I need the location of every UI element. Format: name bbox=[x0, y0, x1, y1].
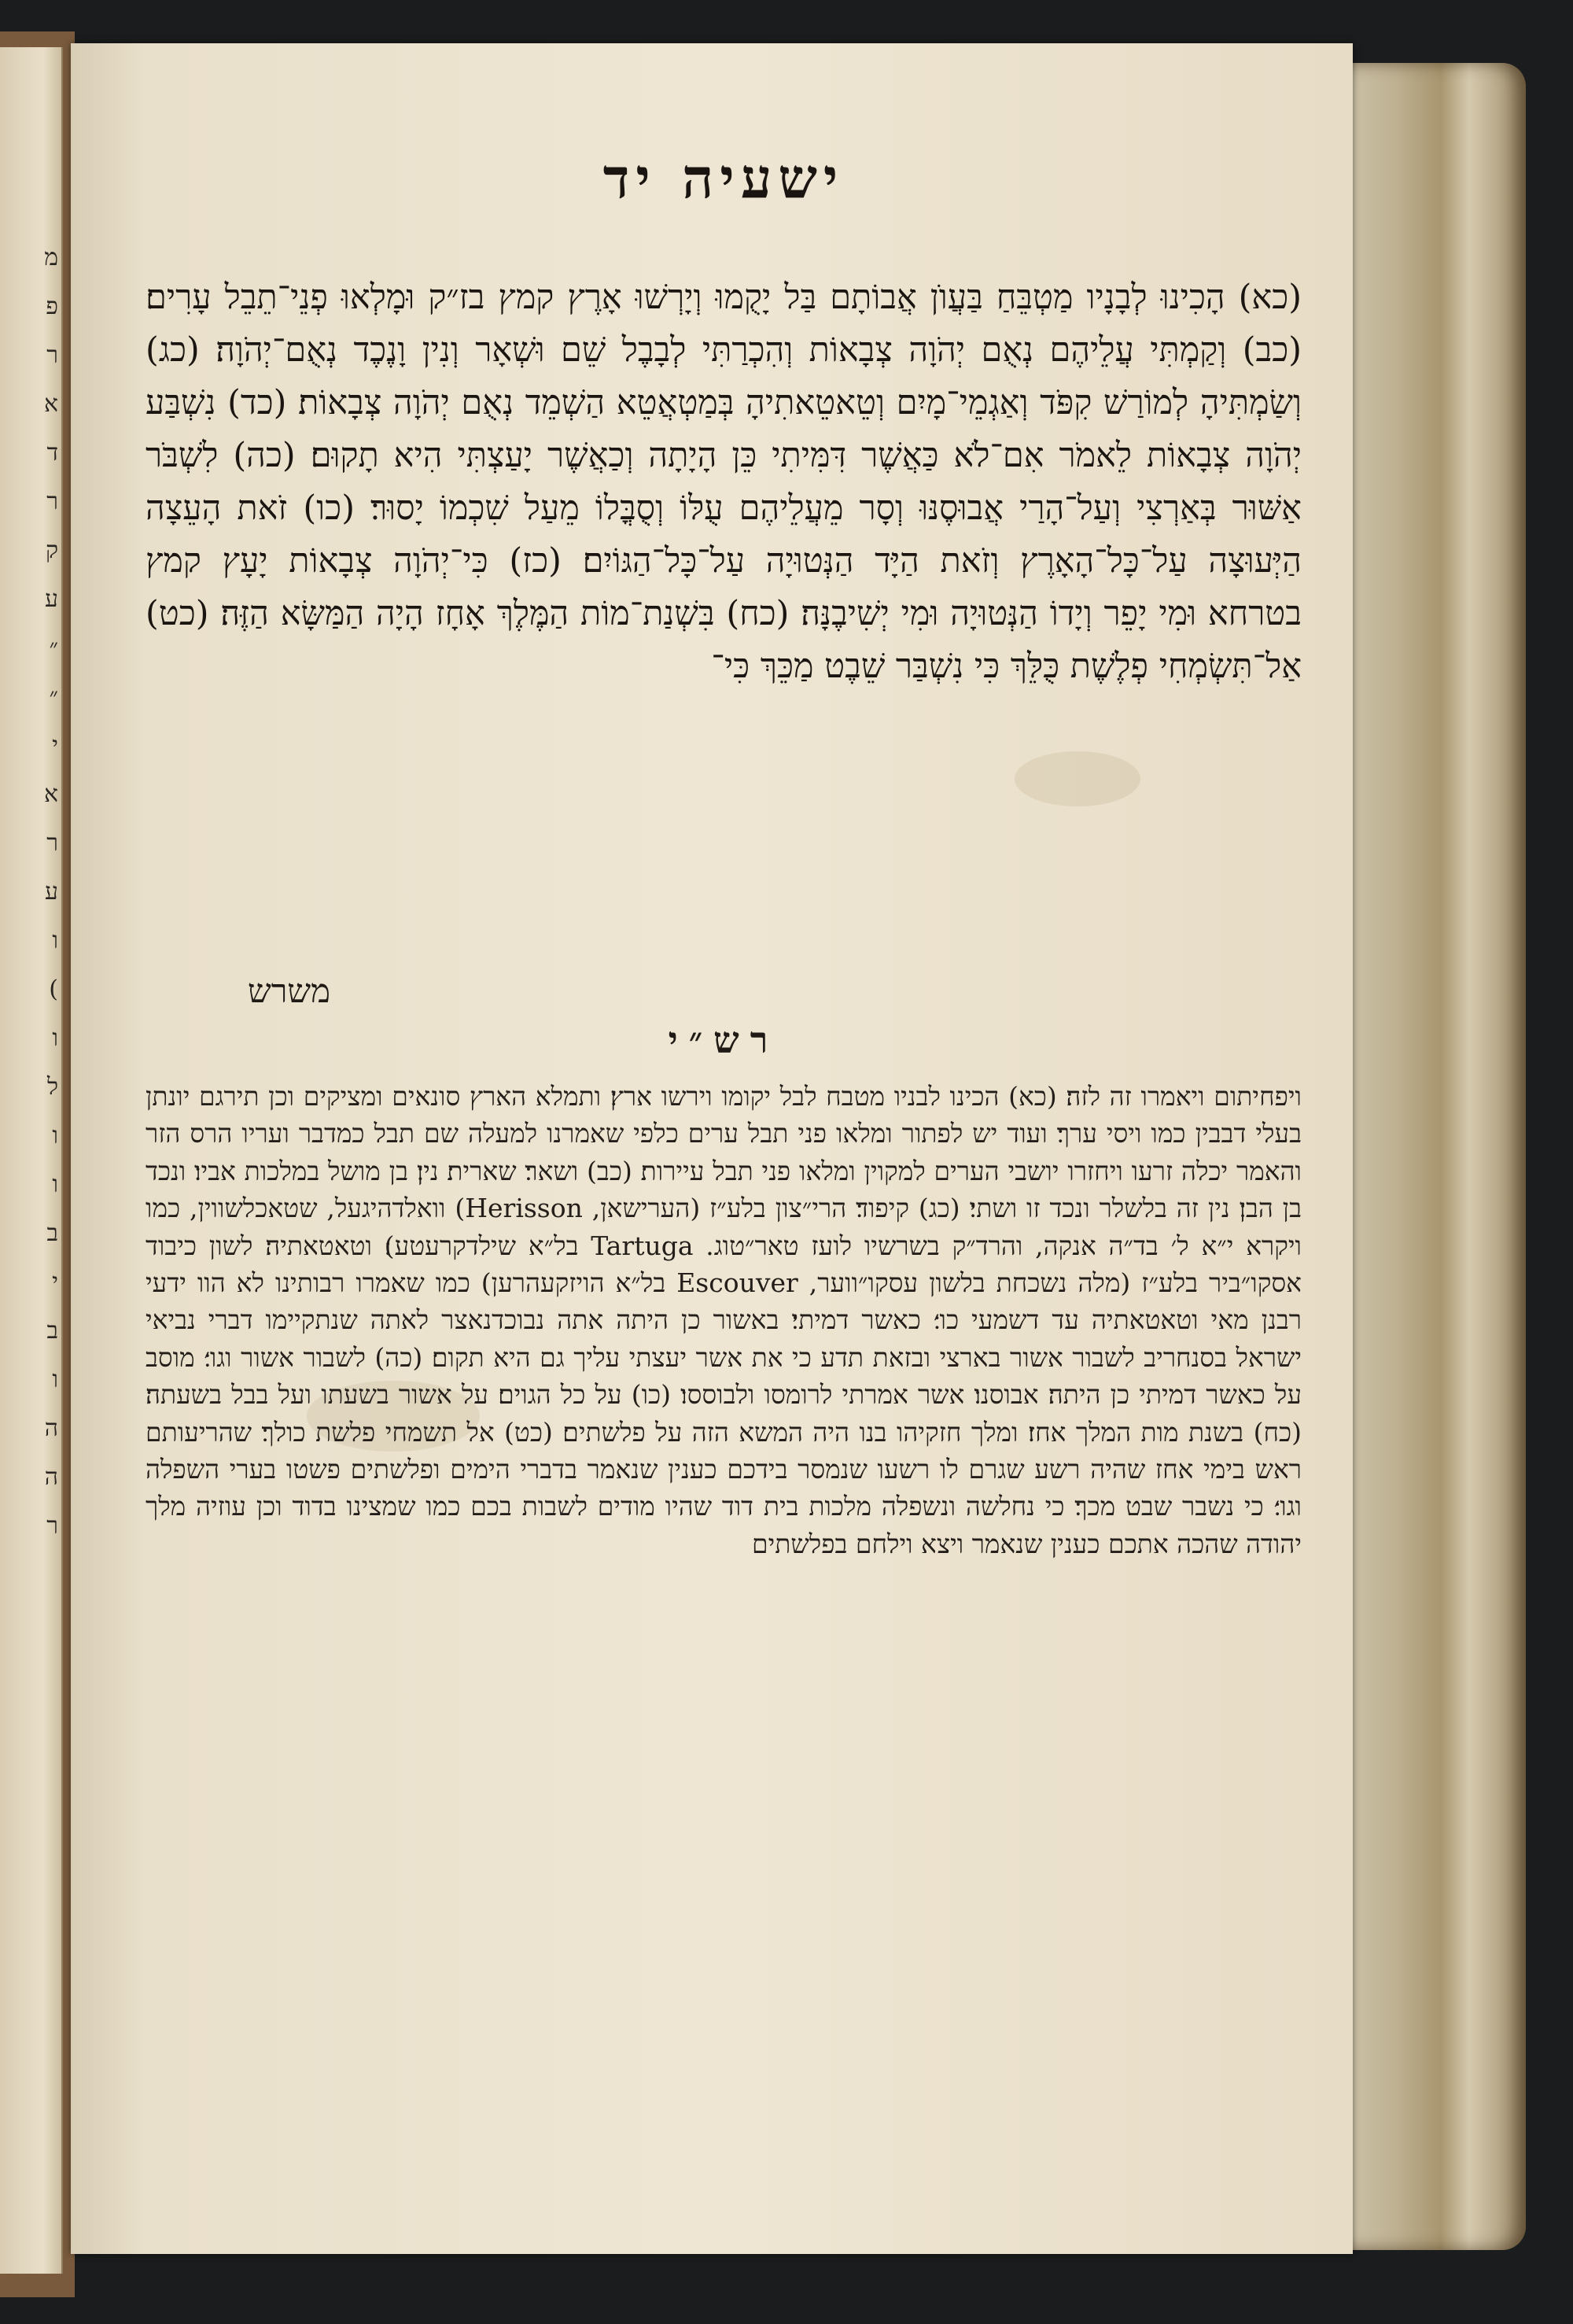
left-page-fragment: ו bbox=[52, 927, 58, 954]
left-page-fragment: ע bbox=[45, 878, 58, 906]
commentary-paragraph: (כח) בשנת מות המלך אחז׃ ומלך חזקיהו בנו היה המשא הזה על פלשתים׃ bbox=[562, 1416, 1302, 1448]
verse-25: (כה) לִשְׁבֹּר אַשּׁוּר בְּאַרְצִי וְעַל־הָרַי אֲבוּסֶנּוּ וְסָר מֵעֲלֵיהֶם עֻלּוֹ וְסֻבֳּלוֹ מֵעַל שִׁכְמוֹ יָסוּר׃ bbox=[146, 436, 1302, 528]
left-page-fragment: ר bbox=[46, 488, 58, 515]
left-page-edge bbox=[0, 47, 63, 2274]
page bbox=[71, 43, 1353, 2254]
commentary-paragraph: (כה) לשבור אשור וגו׳׃ מוסב על כאשר דמיתי כן היתה׃ אבוסנו׃ אשר אמרתי לרומסו ולבוססו׃ bbox=[146, 1341, 1302, 1411]
left-page-fragment: ״ bbox=[49, 634, 58, 662]
left-page-fragment: ו bbox=[52, 1171, 58, 1198]
left-page-fragment: ״ bbox=[49, 683, 58, 710]
commentary-paragraph: (כו) על כל הגוים׃ על אשור בשעתו ועל בבל בשעתה׃ bbox=[146, 1379, 672, 1411]
verse-28: (כח) בִּשְׁנַת־מוֹת הַמֶּלֶךְ אָחָז הָיָה הַמַּשָּׂא הַזֶּה׃ bbox=[220, 594, 790, 633]
left-page-fragment: ה bbox=[44, 1415, 58, 1442]
commentary-paragraph: (כב) ושאר׃ שארית׃ נין׃ בן מושל במלכות אביו׃ ונכד בן הבן׃ נין זה בלשלר ונכד זו ושתי׃ bbox=[146, 1155, 1302, 1224]
verse-29: (כט) אַל־תִּשְׂמְחִי פְלֶשֶׁת כֻּלֵּךְ כִּי נִשְׁבַּר שֵׁבֶט מַכֵּךְ כִּי־ bbox=[146, 594, 1302, 686]
left-page-fragment: מ bbox=[44, 244, 58, 271]
left-page-fragment: ר bbox=[46, 341, 58, 369]
left-page-fragment: ב bbox=[46, 1317, 58, 1345]
page-edges bbox=[1337, 63, 1526, 2250]
running-head bbox=[146, 146, 1302, 240]
verse-26: (כו) זֹאת הָעֵצָה הַיְּעוּצָה עַל־כָּל־הָאָרֶץ וְזֹאת הַיָּד הַנְּטוּיָה עַל־כָּל־הַגּוֹיִם׃ bbox=[146, 489, 1302, 581]
left-page-fragment: ו bbox=[52, 1024, 58, 1052]
left-page-fragment: א bbox=[43, 390, 58, 418]
left-page-fragment: ו bbox=[52, 1122, 58, 1149]
commentary-paragraph: (כג) קיפוד׃ הרי״צון בלע״ז (הערישאן, Herisson) וואלדהיגעל, שטאכלשווין, כמו ויקרא י״א ל׳ בד״ה אנקה, והרד״ק בשרשיו לועז טאר״טוג. Tartuga בל״א שילדקרעטע)׃ וטאטאתיה׃ לשון כיבוד אסקו״ביר בלע״ז (מלה נשכחת בלשון עסקו״ווער, Escouver בל״א הויזקעהרען) כמו שאמרו רבותינו לא הוו ידעי רבנן מאי וטאטאתיה עד דשמעי כו׳׃ כאשר דמיתי׃ באשור כן היתה אתה נבוכדנאצר לאתה שנתקיימו דברי נביאי ישראל בסנחריב לשבור אשור בארצי ובזאת תדע כי את אשר יעצתי עליך גם היא תקום׃ bbox=[146, 1193, 1302, 1373]
left-page-fragment: ב bbox=[46, 1219, 58, 1247]
running-head-text: ישעיה יד bbox=[602, 146, 845, 211]
left-page-fragment: ר bbox=[46, 829, 58, 857]
left-page-fragment: פ bbox=[46, 293, 58, 320]
left-page-fragment: א bbox=[43, 780, 58, 808]
verse-21: (כא) הָכִינוּ לְבָנָיו מַטְבֵּחַ בַּעֲוֺן אֲבוֹתָם בַּל יָקֻמוּ וְיָרְשׁוּ אָרֶץ קמץ בז״ק וּמָלְאוּ פְנֵי־תֵבֵל עָרִים׃ bbox=[146, 278, 1302, 317]
catchword bbox=[146, 968, 1302, 1015]
left-page-fragment: ה bbox=[44, 1463, 58, 1491]
commentary-paragraph: (כט) אל תשמחי פלשת כולך׃ שהריעותם ראש בימי אחז שהיה רשע שגרם לו רשעו שנמסר בידכם כענין שנאמר בדברי הימים ופלשתים פשטו בערי השפלה וגו׳׃ כי נשבר שבט מכך׃ כי נחלשה ונשפלה מלכות בית דוד שהיו מודים לשבות בכם כמו שמצינו בדוד וכן עוזיה מלך יהודה שהכה אתכם כענין שנאמר ויצא וילחם בפלשתים bbox=[146, 1416, 1302, 1559]
verse-27: (כז) כִּי־יְהֹוָה צְבָאוֹת יָעָץ קמץ בטרחא וּמִי יָפֵר וְיָדוֹ הַנְּטוּיָה וּמִי יְשִׁיבֶנָּה׃ bbox=[146, 541, 1302, 633]
paper-stain bbox=[1015, 751, 1140, 806]
left-page-fragment: ק bbox=[45, 537, 58, 564]
verse-22: (כב) וְקַמְתִּי עֲלֵיהֶם נְאֻם יְהֹוָה צְבָאוֹת וְהִכְרַתִּי לְבָבֶל שֵׁם וּשְׁאָר וְנִין וָנֶכֶד נְאֻם־יְהֹוָה׃ bbox=[216, 330, 1302, 370]
left-page-fragment: ( bbox=[49, 976, 58, 1003]
scripture-text bbox=[146, 271, 1302, 693]
verse-24: (כד) נִשְׁבַּע יְהֹוָה צְבָאוֹת לֵאמֹר אִם־לֹא כַּאֲשֶׁר דִּמִּיתִי כֵּן הָיָתָה וְכַאֲשֶׁר יָעַצְתִּי הִיא תָקוּם׃ bbox=[146, 383, 1302, 475]
left-page-fragment: ו bbox=[52, 1366, 58, 1393]
verse-23: (כג) וְשַׂמְתִּיהָ לְמוֹרַשׁ קִפֹּד וְאַגְמֵי־מָיִם וְטֵאטֵאתִיהָ בְּמַטְאֲטֵא הַשְׁמֵד נְאֻם יְהֹוָה צְבָאוֹת׃ bbox=[146, 330, 1302, 422]
left-page-fragment: ע bbox=[45, 585, 58, 613]
left-page-fragment: ד bbox=[46, 439, 58, 467]
left-page-fragment: י bbox=[52, 732, 58, 759]
left-page-fragment: י bbox=[52, 1268, 58, 1296]
left-page-fragment: ל bbox=[46, 1073, 58, 1101]
commentary-title: רש״י bbox=[668, 1019, 779, 1061]
commentary-paragraph: ויפחיתום ויאמרו זה לזה׃ (כא) הכינו לבניו מטבח לבל יקומו וירשו ארץ׃ ותמלא הארץ סונאים ומציקים וכן תירגם יונתן בעלי דבבין כמו ויסי ערך׃ ועוד יש לפתור ומלאו פני תבל ערים כלפי שאמרנו למעלה שם תבל כמדבר ועריו הרס הזר והאמר יכלה זרעו ויחזרו יושבי הערים למקוין ומלאו פני תבל עיירות׃ bbox=[146, 1081, 1302, 1186]
catchword-text: משרש bbox=[248, 972, 330, 1010]
left-page-fragment: ר bbox=[46, 1512, 58, 1540]
rashi-commentary bbox=[146, 1078, 1302, 1562]
